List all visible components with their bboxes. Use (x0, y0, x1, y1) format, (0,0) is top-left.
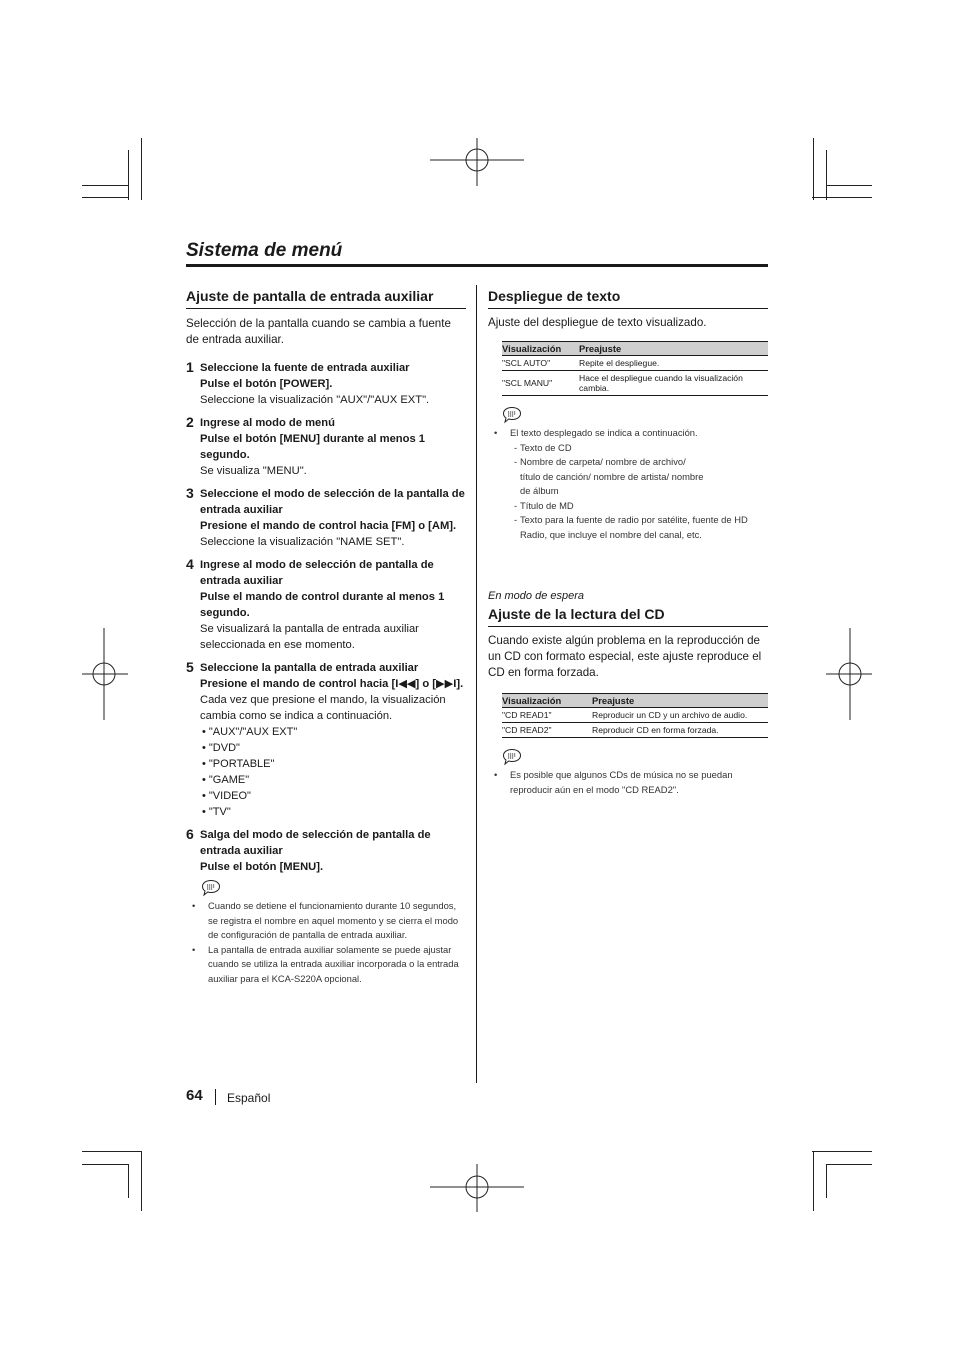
step-title: Ingrese al modo de selección de pantalla de entrada auxiliar (200, 559, 434, 587)
section-heading-text-display: Despliegue de texto (488, 288, 768, 309)
page-number: 64 (186, 1087, 203, 1104)
step-result: Seleccione la visualización "AUX"/"AUX EXT". (200, 394, 430, 406)
table-row (502, 371, 768, 396)
registration-mark-right (826, 628, 872, 720)
sublist-item: - Texto para la fuente de radio por satélite, fuente de HD Radio, que incluye el nombre del canal, etc. (488, 513, 768, 542)
right-column (488, 288, 768, 797)
note-icon (502, 748, 522, 766)
registration-mark-left (82, 628, 128, 720)
table-cell: Reproducir CD en forma forzada. (592, 723, 768, 738)
section-heading-cd-read: Ajuste de la lectura del CD (488, 606, 768, 627)
column-header: Visualización (502, 694, 592, 708)
step-number: 5 (186, 659, 194, 675)
step-6 (186, 827, 466, 875)
footer-separator (215, 1089, 216, 1105)
section-heading-aux: Ajuste de pantalla de entrada auxiliar (186, 288, 466, 309)
step-5 (186, 660, 466, 820)
display-option: • "AUX"/"AUX EXT" (202, 726, 298, 738)
table-cell: "CD READ1" (502, 708, 592, 723)
text-display-table (502, 341, 768, 396)
step-result: Cada vez que presione el mando, la visualización cambia como se indica a continuación. (200, 694, 446, 722)
text-display-section (488, 288, 768, 542)
note-item: • Es posible que algunos CDs de música no se puedan reproducir aún en el modo "CD READ2". (488, 768, 768, 797)
step-title: Seleccione la fuente de entrada auxiliar (200, 362, 410, 374)
step-number: 6 (186, 826, 194, 842)
step-action: Pulse el botón [MENU]. (200, 861, 324, 873)
display-option: • "GAME" (202, 774, 250, 786)
display-option: • "VIDEO" (202, 790, 251, 802)
step-result: Se visualiza "MENU". (200, 465, 307, 477)
display-option: • "PORTABLE" (202, 758, 275, 770)
column-divider (476, 285, 477, 1083)
step-action: Pulse el botón [MENU] durante al menos 1 segundo. (200, 433, 426, 461)
note-icon (502, 406, 522, 424)
step-2 (186, 415, 466, 479)
step-title: Seleccione el modo de selección de la pantalla de entrada auxiliar (200, 488, 465, 516)
aux-intro: Selección de la pantalla cuando se cambia a fuente de entrada auxiliar. (186, 317, 451, 346)
aux-display-section (186, 288, 466, 986)
text-display-notes (488, 426, 768, 441)
note-item: • El texto desplegado se indica a continuación. (488, 426, 768, 441)
table-cell: "SCL MANU" (502, 371, 579, 396)
cd-read-section (488, 588, 768, 797)
step-action: Pulse el botón [POWER]. (200, 378, 333, 390)
step-action: Pulse el mando de control durante al menos 1 segundo. (200, 591, 445, 619)
aux-notes (186, 899, 466, 986)
cd-read-table (502, 693, 768, 738)
table-row (502, 356, 768, 371)
title-rule (186, 264, 768, 267)
step-action: Presione el mando de control hacia [FM] o [AM]. (200, 520, 457, 532)
step-number: 1 (186, 359, 194, 375)
display-option: • "DVD" (202, 742, 240, 754)
step-4 (186, 557, 466, 653)
step-result: Se visualizará la pantalla de entrada auxiliar seleccionada en ese momento. (200, 623, 419, 651)
step-title: Ingrese al modo de menú (200, 417, 335, 429)
mode-label: En modo de espera (488, 590, 585, 602)
cd-read-notes (488, 768, 768, 797)
note-item: • La pantalla de entrada auxiliar solamente se puede ajustar cuando se utiliza la entrada auxiliar incorporada o la entrada auxiliar para el KCA-S220A opcional. (186, 943, 466, 987)
step-title: Seleccione la pantalla de entrada auxiliar (200, 662, 419, 674)
registration-mark-bottom (430, 1164, 524, 1212)
note-item: • Cuando se detiene el funcionamiento durante 10 segundos, se registra el nombre en aquel momento y se cierra el modo de configuración de pantalla de entrada auxiliar. (186, 899, 466, 943)
language-label: Español (227, 1091, 271, 1105)
step-number: 2 (186, 414, 194, 430)
registration-mark-top (430, 138, 524, 186)
table-cell: Repite el despliegue. (579, 356, 768, 371)
step-result: Seleccione la visualización "NAME SET". (200, 536, 405, 548)
column-header: Preajuste (579, 342, 768, 356)
table-cell: "CD READ2" (502, 723, 592, 738)
page-title: Sistema de menú (186, 240, 343, 261)
column-header: Preajuste (592, 694, 768, 708)
table-cell: "SCL AUTO" (502, 356, 579, 371)
step-number: 4 (186, 556, 194, 572)
text-display-intro: Ajuste del despliegue de texto visualizado. (488, 316, 707, 329)
step-3 (186, 486, 466, 550)
table-row (502, 708, 768, 723)
cd-read-intro: Cuando existe algún problema en la reproducción de un CD con formato especial, este ajuste reproduce el CD en forma forzada. (488, 634, 762, 679)
sublist-item: - Título de MD (488, 499, 768, 514)
table-cell: Hace el despliegue cuando la visualización cambia. (579, 371, 768, 396)
step-1 (186, 360, 466, 408)
table-row (502, 723, 768, 738)
note-icon (201, 879, 221, 897)
column-header: Visualización (502, 342, 579, 356)
table-cell: Reproducir un CD y un archivo de audio. (592, 708, 768, 723)
step-number: 3 (186, 485, 194, 501)
sublist-item: - Nombre de carpeta/ nombre de archivo/ título de canción/ nombre de artista/ nombre de álbum (488, 455, 704, 499)
sublist-item: - Texto de CD (488, 441, 768, 456)
display-option: • "TV" (202, 806, 231, 818)
step-title: Salga del modo de selección de pantalla de entrada auxiliar (200, 829, 431, 857)
step-action: Presione el mando de control hacia [I◀◀] o [▶▶I]. (200, 678, 464, 690)
